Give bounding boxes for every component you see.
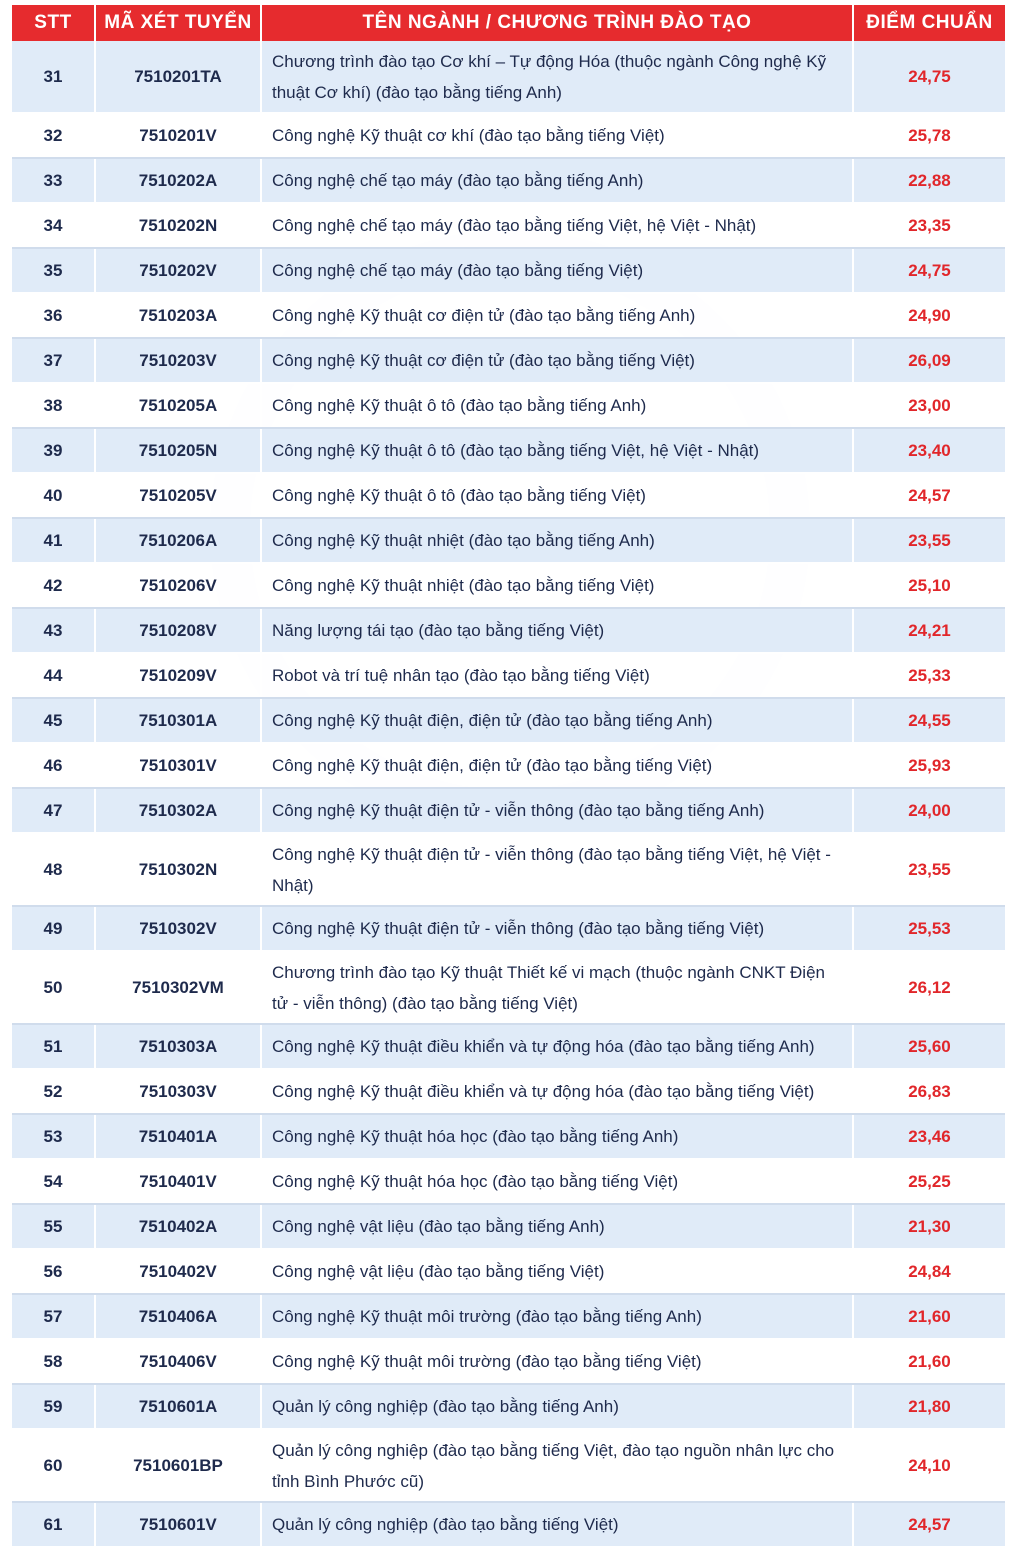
row-program-name: Công nghệ vật liệu (đào tạo bằng tiếng Anh) — [261, 1204, 853, 1249]
row-score: 25,33 — [853, 653, 1005, 698]
row-score: 24,90 — [853, 293, 1005, 338]
table-row — [12, 1159, 1005, 1204]
table-row — [12, 383, 1005, 428]
row-score: 25,25 — [853, 1159, 1005, 1204]
table-row — [12, 698, 1005, 743]
row-code: 7510302VM — [95, 951, 261, 1024]
row-stt: 33 — [12, 158, 95, 203]
row-program-name: Công nghệ Kỹ thuật môi trường (đào tạo bằng tiếng Việt) — [261, 1339, 853, 1384]
row-code: 7510303A — [95, 1024, 261, 1069]
row-score: 25,93 — [853, 743, 1005, 788]
table-row — [12, 563, 1005, 608]
table-row — [12, 1204, 1005, 1249]
row-code: 7510203A — [95, 293, 261, 338]
table-row — [12, 1024, 1005, 1069]
row-code: 7510205N — [95, 428, 261, 473]
table-row — [12, 653, 1005, 698]
row-score: 26,12 — [853, 951, 1005, 1024]
table-row — [12, 203, 1005, 248]
table-row — [12, 293, 1005, 338]
row-code: 7510601A — [95, 1384, 261, 1429]
row-code: 7510202V — [95, 248, 261, 293]
row-code: 7510401V — [95, 1159, 261, 1204]
table-row — [12, 113, 1005, 158]
row-code: 7510201TA — [95, 41, 261, 113]
row-code: 7510302N — [95, 833, 261, 906]
row-program-name: Công nghệ Kỹ thuật điện, điện tử (đào tạo bằng tiếng Việt) — [261, 743, 853, 788]
row-code: 7510601V — [95, 1502, 261, 1547]
row-score: 23,55 — [853, 518, 1005, 563]
row-stt: 35 — [12, 248, 95, 293]
row-program-name: Chương trình đào tạo Kỹ thuật Thiết kế vi mạch (thuộc ngành CNKT Điện tử - viễn thông) (đào tạo bằng tiếng Việt) — [261, 951, 853, 1024]
row-stt: 42 — [12, 563, 95, 608]
table-row — [12, 1249, 1005, 1294]
row-score: 24,21 — [853, 608, 1005, 653]
table-row — [12, 906, 1005, 951]
table-body — [12, 41, 1005, 1547]
row-stt: 32 — [12, 113, 95, 158]
row-code: 7510402A — [95, 1204, 261, 1249]
row-score: 25,53 — [853, 906, 1005, 951]
row-code: 7510201V — [95, 113, 261, 158]
row-stt: 44 — [12, 653, 95, 698]
row-code: 7510302V — [95, 906, 261, 951]
table-row — [12, 518, 1005, 563]
row-program-name: Công nghệ Kỹ thuật cơ điện tử (đào tạo bằng tiếng Anh) — [261, 293, 853, 338]
table-row — [12, 833, 1005, 906]
table-row — [12, 41, 1005, 113]
table-row — [12, 428, 1005, 473]
row-program-name: Công nghệ Kỹ thuật cơ điện tử (đào tạo bằng tiếng Việt) — [261, 338, 853, 383]
row-program-name: Công nghệ Kỹ thuật ô tô (đào tạo bằng tiếng Anh) — [261, 383, 853, 428]
row-code: 7510206A — [95, 518, 261, 563]
row-stt: 59 — [12, 1384, 95, 1429]
row-code: 7510209V — [95, 653, 261, 698]
row-score: 24,57 — [853, 473, 1005, 518]
header-stt: STT — [12, 5, 95, 41]
row-program-name: Công nghệ chế tạo máy (đào tạo bằng tiếng Việt) — [261, 248, 853, 293]
row-stt: 58 — [12, 1339, 95, 1384]
row-score: 21,30 — [853, 1204, 1005, 1249]
table-row — [12, 158, 1005, 203]
table-row — [12, 338, 1005, 383]
row-score: 23,00 — [853, 383, 1005, 428]
row-score: 26,83 — [853, 1069, 1005, 1114]
row-code: 7510601BP — [95, 1429, 261, 1502]
row-score: 24,75 — [853, 248, 1005, 293]
row-stt: 54 — [12, 1159, 95, 1204]
row-stt: 52 — [12, 1069, 95, 1114]
row-score: 24,57 — [853, 1502, 1005, 1547]
row-program-name: Công nghệ Kỹ thuật nhiệt (đào tạo bằng tiếng Anh) — [261, 518, 853, 563]
row-program-name: Công nghệ Kỹ thuật ô tô (đào tạo bằng tiếng Việt) — [261, 473, 853, 518]
row-score: 23,46 — [853, 1114, 1005, 1159]
row-code: 7510406A — [95, 1294, 261, 1339]
table-row — [12, 951, 1005, 1024]
row-stt: 34 — [12, 203, 95, 248]
row-code: 7510303V — [95, 1069, 261, 1114]
row-program-name: Công nghệ Kỹ thuật điện tử - viễn thông (đào tạo bằng tiếng Anh) — [261, 788, 853, 833]
row-program-name: Công nghệ Kỹ thuật điều khiển và tự động hóa (đào tạo bằng tiếng Anh) — [261, 1024, 853, 1069]
row-program-name: Quản lý công nghiệp (đào tạo bằng tiếng Việt, đào tạo nguồn nhân lực cho tỉnh Bình Phước cũ) — [261, 1429, 853, 1502]
row-program-name: Công nghệ Kỹ thuật ô tô (đào tạo bằng tiếng Việt, hệ Việt - Nhật) — [261, 428, 853, 473]
row-program-name: Công nghệ Kỹ thuật môi trường (đào tạo bằng tiếng Anh) — [261, 1294, 853, 1339]
row-score: 24,00 — [853, 788, 1005, 833]
row-score: 21,60 — [853, 1294, 1005, 1339]
table-row — [12, 1429, 1005, 1502]
row-stt: 50 — [12, 951, 95, 1024]
row-stt: 57 — [12, 1294, 95, 1339]
row-stt: 45 — [12, 698, 95, 743]
row-stt: 49 — [12, 906, 95, 951]
table-row — [12, 608, 1005, 653]
header-code: MÃ XÉT TUYỂN — [95, 5, 261, 41]
row-stt: 55 — [12, 1204, 95, 1249]
row-program-name: Công nghệ Kỹ thuật hóa học (đào tạo bằng tiếng Việt) — [261, 1159, 853, 1204]
row-program-name: Công nghệ vật liệu (đào tạo bằng tiếng Việt) — [261, 1249, 853, 1294]
header-row — [12, 5, 1005, 41]
row-program-name: Công nghệ Kỹ thuật điện, điện tử (đào tạo bằng tiếng Anh) — [261, 698, 853, 743]
table-row — [12, 248, 1005, 293]
row-program-name: Công nghệ chế tạo máy (đào tạo bằng tiếng Anh) — [261, 158, 853, 203]
table-row — [12, 1114, 1005, 1159]
row-score: 23,40 — [853, 428, 1005, 473]
table-row — [12, 1384, 1005, 1429]
row-stt: 37 — [12, 338, 95, 383]
row-score: 24,55 — [853, 698, 1005, 743]
table-row — [12, 1339, 1005, 1384]
row-score: 21,80 — [853, 1384, 1005, 1429]
row-code: 7510401A — [95, 1114, 261, 1159]
row-program-name: Robot và trí tuệ nhân tạo (đào tạo bằng tiếng Việt) — [261, 653, 853, 698]
row-program-name: Quản lý công nghiệp (đào tạo bằng tiếng Việt) — [261, 1502, 853, 1547]
header-program-name: TÊN NGÀNH / CHƯƠNG TRÌNH ĐÀO TẠO — [261, 5, 853, 41]
row-stt: 48 — [12, 833, 95, 906]
row-score: 21,60 — [853, 1339, 1005, 1384]
row-code: 7510402V — [95, 1249, 261, 1294]
row-score: 25,10 — [853, 563, 1005, 608]
row-program-name: Công nghệ Kỹ thuật nhiệt (đào tạo bằng tiếng Việt) — [261, 563, 853, 608]
row-stt: 36 — [12, 293, 95, 338]
row-code: 7510302A — [95, 788, 261, 833]
row-stt: 31 — [12, 41, 95, 113]
row-score: 25,78 — [853, 113, 1005, 158]
row-score: 23,55 — [853, 833, 1005, 906]
row-program-name: Công nghệ Kỹ thuật điện tử - viễn thông (đào tạo bằng tiếng Việt, hệ Việt - Nhật) — [261, 833, 853, 906]
row-code: 7510205V — [95, 473, 261, 518]
row-stt: 46 — [12, 743, 95, 788]
row-code: 7510202A — [95, 158, 261, 203]
row-program-name: Công nghệ Kỹ thuật điện tử - viễn thông (đào tạo bằng tiếng Việt) — [261, 906, 853, 951]
row-score: 24,75 — [853, 41, 1005, 113]
row-score: 24,84 — [853, 1249, 1005, 1294]
table-row — [12, 1502, 1005, 1547]
row-code: 7510208V — [95, 608, 261, 653]
row-program-name: Công nghệ chế tạo máy (đào tạo bằng tiếng Việt, hệ Việt - Nhật) — [261, 203, 853, 248]
row-stt: 39 — [12, 428, 95, 473]
row-code: 7510202N — [95, 203, 261, 248]
row-code: 7510203V — [95, 338, 261, 383]
row-code: 7510206V — [95, 563, 261, 608]
row-code: 7510205A — [95, 383, 261, 428]
row-score: 25,60 — [853, 1024, 1005, 1069]
row-stt: 38 — [12, 383, 95, 428]
table-row — [12, 473, 1005, 518]
row-code: 7510301V — [95, 743, 261, 788]
table-header — [12, 5, 1005, 41]
row-stt: 61 — [12, 1502, 95, 1547]
table-row — [12, 1069, 1005, 1114]
row-score: 24,10 — [853, 1429, 1005, 1502]
row-stt: 43 — [12, 608, 95, 653]
row-score: 23,35 — [853, 203, 1005, 248]
row-stt: 53 — [12, 1114, 95, 1159]
row-stt: 40 — [12, 473, 95, 518]
row-program-name: Năng lượng tái tạo (đào tạo bằng tiếng Việt) — [261, 608, 853, 653]
row-score: 26,09 — [853, 338, 1005, 383]
row-code: 7510301A — [95, 698, 261, 743]
row-stt: 56 — [12, 1249, 95, 1294]
header-score: ĐIỂM CHUẨN — [853, 5, 1005, 41]
row-stt: 47 — [12, 788, 95, 833]
row-stt: 41 — [12, 518, 95, 563]
row-program-name: Chương trình đào tạo Cơ khí – Tự động Hóa (thuộc ngành Công nghệ Kỹ thuật Cơ khí) (đào tạo bằng tiếng Anh) — [261, 41, 853, 113]
row-program-name: Công nghệ Kỹ thuật điều khiển và tự động hóa (đào tạo bằng tiếng Việt) — [261, 1069, 853, 1114]
row-program-name: Công nghệ Kỹ thuật hóa học (đào tạo bằng tiếng Anh) — [261, 1114, 853, 1159]
row-code: 7510406V — [95, 1339, 261, 1384]
table-row — [12, 743, 1005, 788]
row-stt: 60 — [12, 1429, 95, 1502]
row-program-name: Quản lý công nghiệp (đào tạo bằng tiếng Anh) — [261, 1384, 853, 1429]
row-program-name: Công nghệ Kỹ thuật cơ khí (đào tạo bằng tiếng Việt) — [261, 113, 853, 158]
row-stt: 51 — [12, 1024, 95, 1069]
row-score: 22,88 — [853, 158, 1005, 203]
table-row — [12, 788, 1005, 833]
